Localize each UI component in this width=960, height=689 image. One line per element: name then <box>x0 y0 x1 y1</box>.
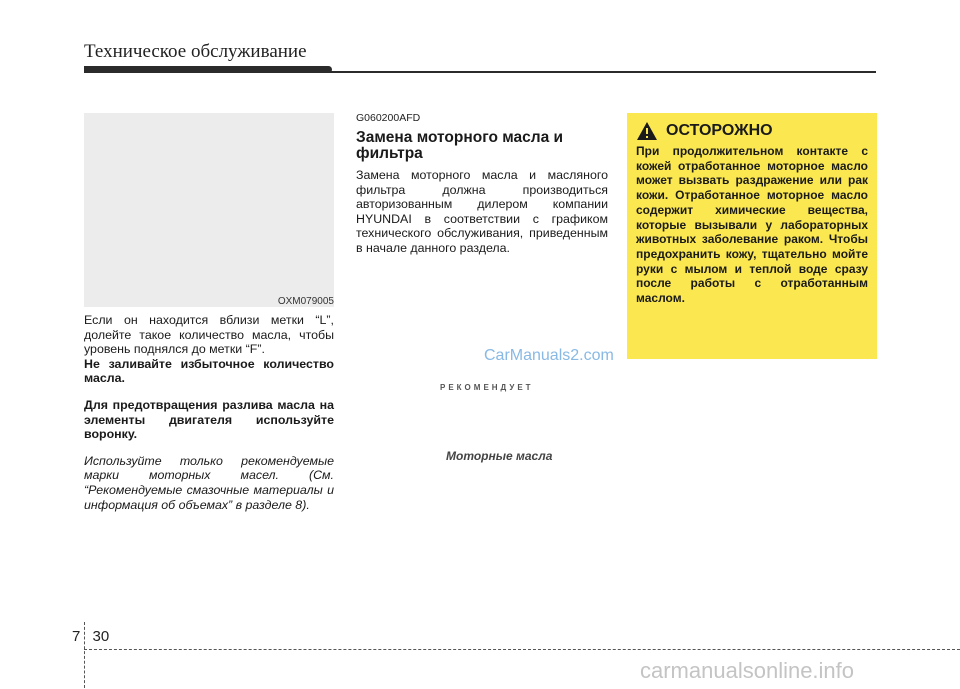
section-number: 7 <box>72 628 81 645</box>
section-title: Замена моторного масла и фильтра <box>356 129 564 162</box>
warning-title: ОСТОРОЖНО <box>666 122 773 139</box>
overlay-motor-oils: Моторные масла <box>446 449 553 463</box>
header-rule <box>84 71 876 73</box>
warning-box <box>627 113 877 359</box>
page-number <box>72 628 109 645</box>
page-number-value: 30 <box>92 628 110 645</box>
overlay-recommends: РЕКОМЕНДУЕТ <box>440 383 534 392</box>
watermark-bottom: carmanualsonline.info <box>640 658 855 683</box>
warning-triangle-icon <box>636 121 658 141</box>
footer-rule <box>84 649 960 650</box>
engine-photo-placeholder <box>84 113 334 307</box>
paragraph-use-funnel: Для предотвращения разлива масла на элементы двигателя используйте воронку. <box>84 397 334 442</box>
column-1 <box>84 313 334 512</box>
section-code: G060200AFD <box>356 112 421 124</box>
paragraph-oil-change: Замена моторного масла и масляного фильтра должна производиться авторизованным дилером компании HYUNDAI в соответствии с графиком технического обслуживания, приведенным в начале данного раздела. <box>356 168 608 255</box>
photo-code: OXM079005 <box>277 296 334 307</box>
watermark-carmanuals: CarManuals2.com <box>484 347 614 364</box>
paragraph-refill: Если он находится вблизи метки “L”, долейте такое количество масла, чтобы уровень поднялся до метки “F”. <box>84 313 334 357</box>
warning-header <box>636 121 868 141</box>
warning-text: При продолжительном контакте с кожей отработанное моторное масло может вызвать раздражение или рак кожи. Отработанное моторное масло содержит химические вещества, которые вызывали у лабораторных животных заболевание раком. Чтобы предохранить кожу, тщательно мойте руки с мылом и теплой воде сразу после работы с отработанным маслом. <box>636 144 868 306</box>
section-header-title: Техническое обслуживание <box>84 41 307 62</box>
paragraph-no-overfill: Не заливайте избыточное количество масла. <box>84 356 334 386</box>
paragraph-recommended-oils: Используйте только рекомендуемые марки моторных масел. (См. “Рекомендуемые смазочные материалы и информация об объемах” в разделе 8). <box>84 453 334 512</box>
column-2 <box>356 112 608 256</box>
